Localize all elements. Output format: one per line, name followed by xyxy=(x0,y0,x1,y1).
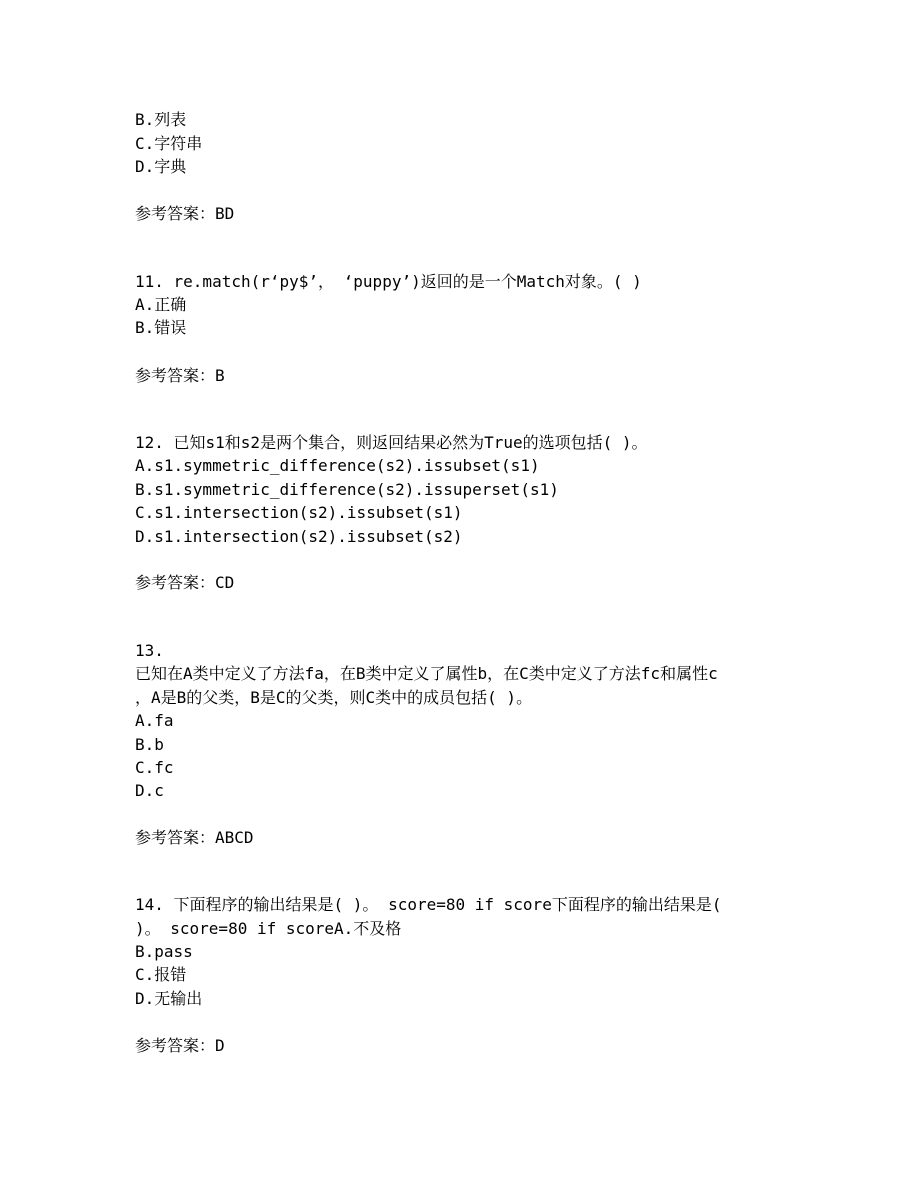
option-c: C.字符串 xyxy=(135,134,203,153)
option-b: B.pass xyxy=(135,942,193,961)
option-a: A.s1.symmetric_difference(s2).issubset(s1) xyxy=(135,456,540,475)
option-b: B.错误 xyxy=(135,318,187,337)
option-d: D.c xyxy=(135,781,164,800)
question-13-number: 13. xyxy=(135,641,164,660)
option-b: B.s1.symmetric_difference(s2).issuperset(s1) xyxy=(135,480,559,499)
option-a: A.fa xyxy=(135,711,174,730)
option-b: B.b xyxy=(135,735,164,754)
option-d: D.s1.intersection(s2).issubset(s2) xyxy=(135,527,463,546)
option-c: C.fc xyxy=(135,758,174,777)
question-13-stem-line-2: ，A是B的父类，B是C的父类，则C类中的成员包括( )。 xyxy=(135,688,533,707)
option-c: C.s1.intersection(s2).issubset(s1) xyxy=(135,503,463,522)
answer-line: 参考答案：CD xyxy=(135,573,235,592)
question-14-stem-line-1: 14. 下面程序的输出结果是( )。 score=80 if score下面程序的输出结果是( xyxy=(135,895,722,914)
answer-line: 参考答案：B xyxy=(135,366,225,385)
option-b: B.列表 xyxy=(135,110,187,129)
question-13-stem-line-1: 已知在A类中定义了方法fa，在B类中定义了属性b，在C类中定义了方法fc和属性c xyxy=(135,664,718,683)
option-d: D.无输出 xyxy=(135,989,203,1008)
option-c: C.报错 xyxy=(135,965,187,984)
answer-line: 参考答案：BD xyxy=(135,204,235,223)
option-a: A.正确 xyxy=(135,295,187,314)
question-12-stem: 12. 已知s1和s2是两个集合，则返回结果必然为True的选项包括( )。 xyxy=(135,433,648,452)
option-d: D.字典 xyxy=(135,157,187,176)
question-14-stem-line-2: )。 score=80 if scoreA.不及格 xyxy=(135,919,402,938)
question-11-stem: 11. re.match(r‘py$’， ‘puppy’)返回的是一个Match对象。( ) xyxy=(135,272,642,291)
answer-line: 参考答案：D xyxy=(135,1036,225,1055)
answer-line: 参考答案：ABCD xyxy=(135,828,254,847)
